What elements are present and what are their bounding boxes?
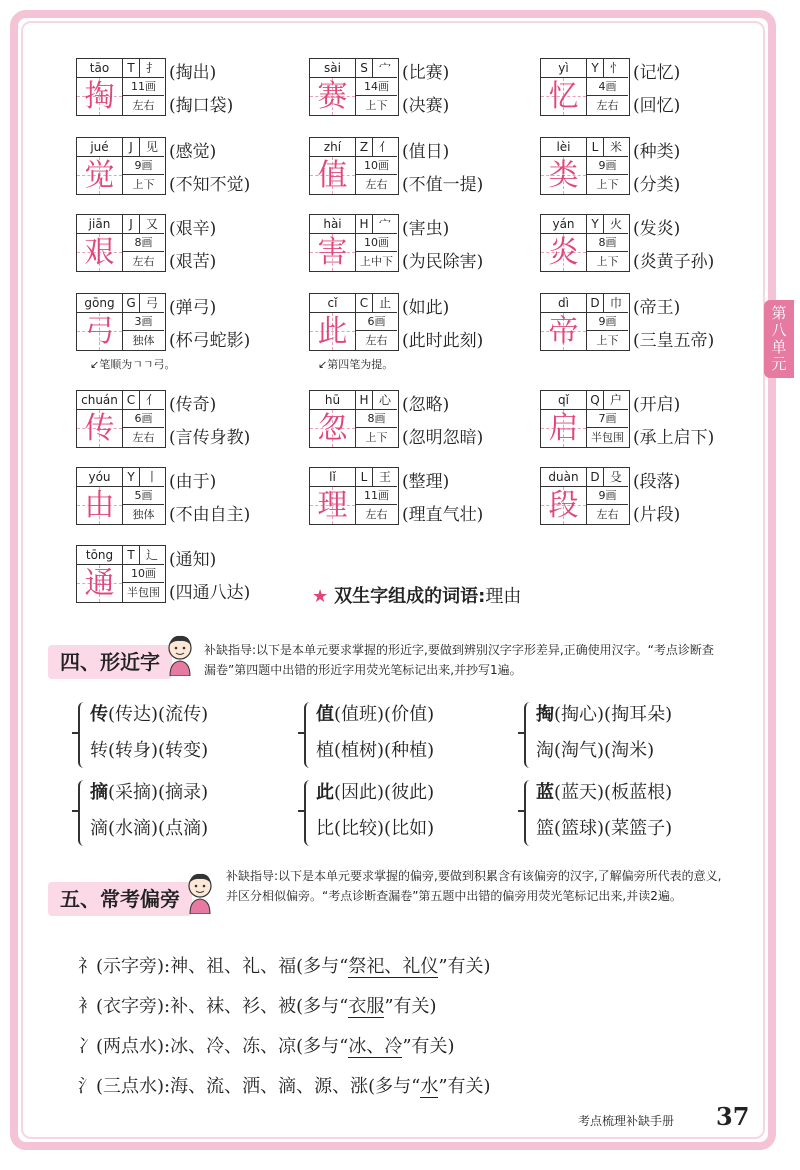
structure: 半包围 [591,431,624,444]
initial-letter: C [356,294,373,313]
word-1: (传奇) [169,395,217,415]
character: 赛 [310,78,356,115]
pinyin: cǐ [310,294,356,313]
note-gong: ↙笔顺为ㄱㄱ弓。 [90,358,176,371]
word-1: (忽略) [402,395,450,415]
word-2: (不由自主) [169,505,251,525]
initial-letter: J [123,138,140,157]
char-grid [309,293,399,351]
stroke-count: 10画 [356,157,397,175]
structure: 左右 [365,178,388,191]
brace [78,702,88,768]
character: 忆 [541,78,587,115]
initial-letter: H [356,391,373,410]
word-2: (掏口袋) [169,96,234,116]
group-line-2: 植(植树)(种植) [316,740,435,761]
char-grid [76,293,166,351]
unit-side-tab: 第八单元 [764,300,794,378]
word-2: (决赛) [402,96,450,116]
word-2: (三皇五帝) [633,331,715,351]
stroke-count: 6画 [356,313,397,331]
star-icon: ★ [312,586,329,607]
character: 艰 [77,234,123,271]
initial-letter: Y [587,215,604,234]
stroke-count: 8画 [356,410,397,428]
word-1: (艰辛) [169,219,217,239]
pinyin: yóu [77,468,123,487]
initial-letter: L [356,468,373,487]
character: 觉 [77,157,123,194]
radical-line: 冫(两点水):冰、冷、冻、凉(多与“冰、冷”有关) [78,1036,455,1057]
structure: 上中下 [360,255,393,268]
pinyin: tōng [77,546,123,565]
stroke-count: 8画 [123,234,164,252]
radical: 宀 [373,59,397,78]
word-2: (此时此刻) [402,331,484,351]
group-line-2: 滴(水滴)(点滴) [90,818,209,839]
stroke-count: 14画 [356,78,397,96]
char-grid [309,467,399,525]
group-line-1: 值(值班)(价值) [316,704,435,725]
pinyin: jiān [77,215,123,234]
stroke-count: 10画 [123,565,164,583]
radical: 殳 [604,468,628,487]
word-1: (整理) [402,472,450,492]
radical: 忄 [604,59,628,78]
char-grid [309,214,399,272]
brace [304,780,314,846]
word-1: (发炎) [633,219,681,239]
initial-letter: Y [123,468,140,487]
word-2: (分类) [633,175,681,195]
word-2: (四通八达) [169,583,251,603]
structure: 上下 [365,99,388,112]
stroke-count: 11画 [123,78,164,96]
pinyin: dì [541,294,587,313]
word-1: (记忆) [633,63,681,83]
character: 通 [77,565,123,602]
character: 值 [310,157,356,194]
word-1: (帝王) [633,298,681,318]
character: 理 [310,487,356,524]
section5-note: 补缺指导:以下是本单元要求掌握的偏旁,要做到积累含有该偏旁的汉字,了解偏旁所代表的意义,并区分相似偏旁。“考点诊断查漏卷”第五题中出错的偏旁用荧光笔标记出来,并读2遍。 [226,869,722,903]
structure: 独体 [132,334,155,347]
char-grid [540,214,630,272]
word-2: (言传身教) [169,428,251,448]
structure: 半包围 [127,586,160,599]
char-grid [76,58,166,116]
radical: 宀 [373,215,397,234]
note-ci: ↙第四笔为提。 [318,358,394,371]
radical: 止 [373,294,397,313]
char-grid [309,58,399,116]
radical: 米 [604,138,628,157]
radical: 扌 [140,59,164,78]
pinyin: lǐ [310,468,356,487]
stroke-count: 9画 [587,487,628,505]
structure: 独体 [132,508,155,521]
word-1: (段落) [633,472,681,492]
word-2: (不知不觉) [169,175,251,195]
initial-letter: S [356,59,373,78]
word-1: (值日) [402,142,450,162]
page-number: 37 [716,1102,750,1131]
structure: 上下 [365,431,388,444]
stroke-count: 9画 [123,157,164,175]
stroke-count: 10画 [356,234,397,252]
word-2: (炎黄子孙) [633,252,715,272]
char-grid [540,137,630,195]
radical-line: 衤(衣字旁):补、袜、衫、被(多与“衣服”有关) [78,996,437,1017]
word-1: (感觉) [169,142,217,162]
character: 启 [541,410,587,447]
brace [78,780,88,846]
pinyin: hài [310,215,356,234]
radical-line: 氵(三点水):海、流、洒、滴、源、涨(多与“水”有关) [78,1076,491,1097]
pinyin: jué [77,138,123,157]
character: 炎 [541,234,587,271]
group-line-2: 淘(淘气)(淘米) [536,740,655,761]
radical: 弓 [140,294,164,313]
word-1: (比赛) [402,63,450,83]
initial-letter: Q [587,391,604,410]
char-grid [76,137,166,195]
structure: 上下 [596,178,619,191]
word-2: (为民除害) [402,252,484,272]
word-2: (杯弓蛇影) [169,331,251,351]
initial-letter: T [123,546,140,565]
structure: 上下 [596,255,619,268]
group-line-2: 篮(篮球)(菜篮子) [536,818,673,839]
pinyin: chuán [77,391,123,410]
character: 掏 [77,78,123,115]
radical: 心 [373,391,397,410]
group-line-1: 掏(掏心)(掏耳朵) [536,704,673,725]
character: 忽 [310,410,356,447]
word-1: (由于) [169,472,217,492]
char-grid [540,390,630,448]
brace [524,780,534,846]
word-1: (弹弓) [169,298,217,318]
character: 类 [541,157,587,194]
group-line-1: 传(传达)(流传) [90,704,209,725]
word-2: (理直气壮) [402,505,484,525]
char-grid [76,390,166,448]
stroke-count: 3画 [123,313,164,331]
stroke-count: 11画 [356,487,397,505]
radical: 见 [140,138,164,157]
word-2: (忽明忽暗) [402,428,484,448]
stroke-count: 9画 [587,157,628,175]
char-grid [540,58,630,116]
structure: 上下 [596,334,619,347]
character: 传 [77,410,123,447]
section4-note: 补缺指导:以下是本单元要求掌握的形近字,要做到辨别汉字字形差异,正确使用汉字。“考点诊断查漏卷”第四题中出错的形近字用荧光笔标记出来,并抄写1遍。 [204,643,714,677]
brace [524,702,534,768]
character: 害 [310,234,356,271]
char-grid [540,467,630,525]
structure: 左右 [132,255,155,268]
structure: 左右 [596,99,619,112]
radical: 丨 [140,468,164,487]
brace [304,702,314,768]
pinyin: sài [310,59,356,78]
stroke-count: 5画 [123,487,164,505]
group-line-2: 比(比较)(比如) [316,818,435,839]
initial-letter: D [587,468,604,487]
pinyin: yì [541,59,587,78]
word-1: (如此) [402,298,450,318]
structure: 左右 [132,431,155,444]
structure: 上下 [132,178,155,191]
radical: 王 [373,468,397,487]
char-grid [309,137,399,195]
stroke-count: 9画 [587,313,628,331]
pinyin: yán [541,215,587,234]
initial-letter: T [123,59,140,78]
radical: 户 [604,391,628,410]
word-1: (开启) [633,395,681,415]
char-grid [540,293,630,351]
stroke-count: 4画 [587,78,628,96]
group-line-1: 蓝(蓝天)(板蓝根) [536,782,673,803]
student-avatar-icon [182,870,218,914]
pinyin: duàn [541,468,587,487]
structure: 左右 [596,508,619,521]
character: 此 [310,313,356,350]
radical-line: 礻(示字旁):神、祖、礼、福(多与“祭祀、礼仪”有关) [78,956,491,977]
double-words [312,582,521,608]
char-grid [309,390,399,448]
student-avatar-icon [162,632,198,676]
radical: 巾 [604,294,628,313]
group-line-1: 摘(采摘)(摘录) [90,782,209,803]
word-2: (回忆) [633,96,681,116]
char-grid [76,545,166,603]
word-2: (不值一提) [402,175,484,195]
word-1: (通知) [169,550,217,570]
section4-title: 四、形近字 [48,645,172,679]
char-grid [76,467,166,525]
radical: 辶 [140,546,164,565]
pinyin: zhí [310,138,356,157]
stroke-count: 7画 [587,410,628,428]
pinyin: hū [310,391,356,410]
char-grid [76,214,166,272]
pinyin: gōng [77,294,123,313]
word-2: (承上启下) [633,428,715,448]
word-1: (掏出) [169,63,217,83]
character: 帝 [541,313,587,350]
footer-title: 考点梳理补缺手册 [578,1114,675,1128]
initial-letter: J [123,215,140,234]
pinyin: lèi [541,138,587,157]
stroke-count: 8画 [587,234,628,252]
initial-letter: Z [356,138,373,157]
radical: 亻 [140,391,164,410]
pinyin: tāo [77,59,123,78]
word-2: (艰苦) [169,252,217,272]
initial-letter: L [587,138,604,157]
group-line-2: 转(转身)(转变) [90,740,209,761]
initial-letter: D [587,294,604,313]
initial-letter: C [123,391,140,410]
initial-letter: H [356,215,373,234]
structure: 左右 [365,334,388,347]
radical: 亻 [373,138,397,157]
double-words-answer: 理由 [485,586,522,607]
pinyin: qǐ [541,391,587,410]
character: 段 [541,487,587,524]
group-line-1: 此(因此)(彼此) [316,782,435,803]
word-1: (害虫) [402,219,450,239]
radical: 又 [140,215,164,234]
word-1: (种类) [633,142,681,162]
initial-letter: Y [587,59,604,78]
structure: 左右 [365,508,388,521]
character: 由 [77,487,123,524]
character: 弓 [77,313,123,350]
section5-title: 五、常考偏旁 [48,882,192,916]
stroke-count: 6画 [123,410,164,428]
radical: 火 [604,215,628,234]
initial-letter: G [123,294,140,313]
double-words-label: 双生字组成的词语: [334,586,486,607]
word-2: (片段) [633,505,681,525]
structure: 左右 [132,99,155,112]
